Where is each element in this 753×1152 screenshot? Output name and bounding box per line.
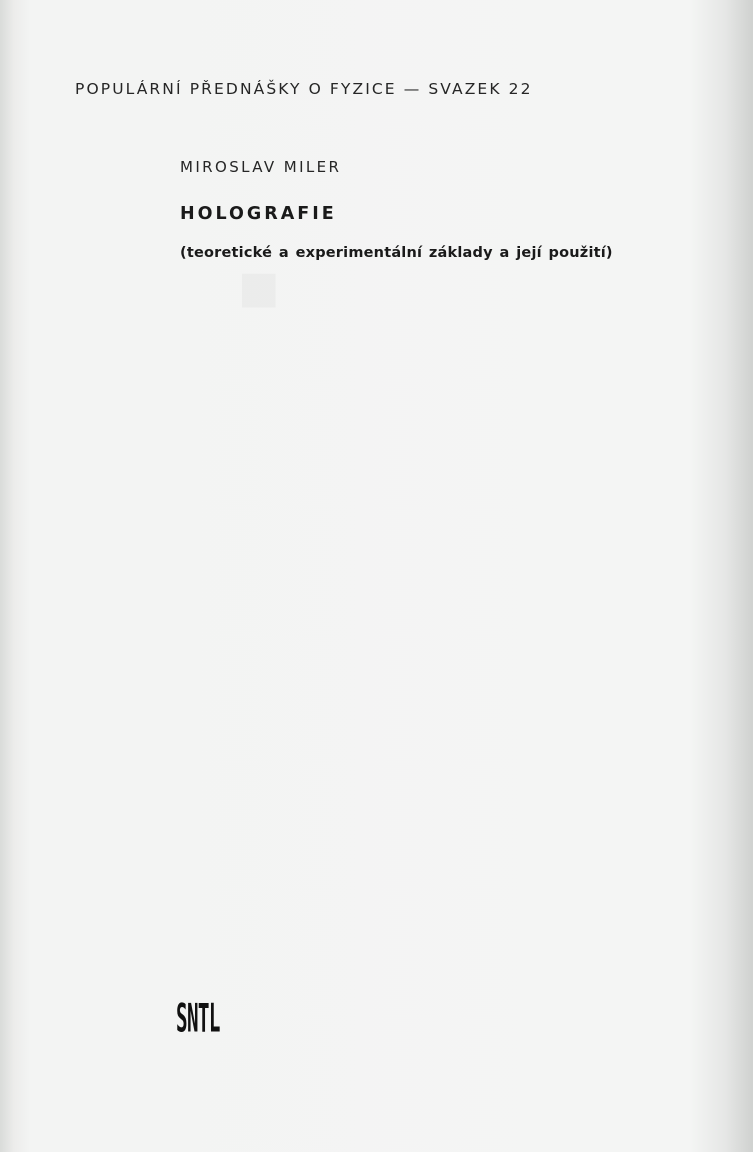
publisher-logo <box>176 996 247 1042</box>
publisher-logo-text: SNTL <box>176 996 220 1042</box>
bleed-through-decoration: ■ <box>238 262 280 313</box>
series-line: POPULÁRNÍ PŘEDNÁŠKY O FYZICE — SVAZEK 22 <box>75 80 533 98</box>
author-name: MIROSLAV MILER <box>180 158 342 176</box>
book-subtitle: (teoretické a experimentální základy a její použití) <box>180 245 613 261</box>
book-title: HOLOGRAFIE <box>180 204 337 224</box>
